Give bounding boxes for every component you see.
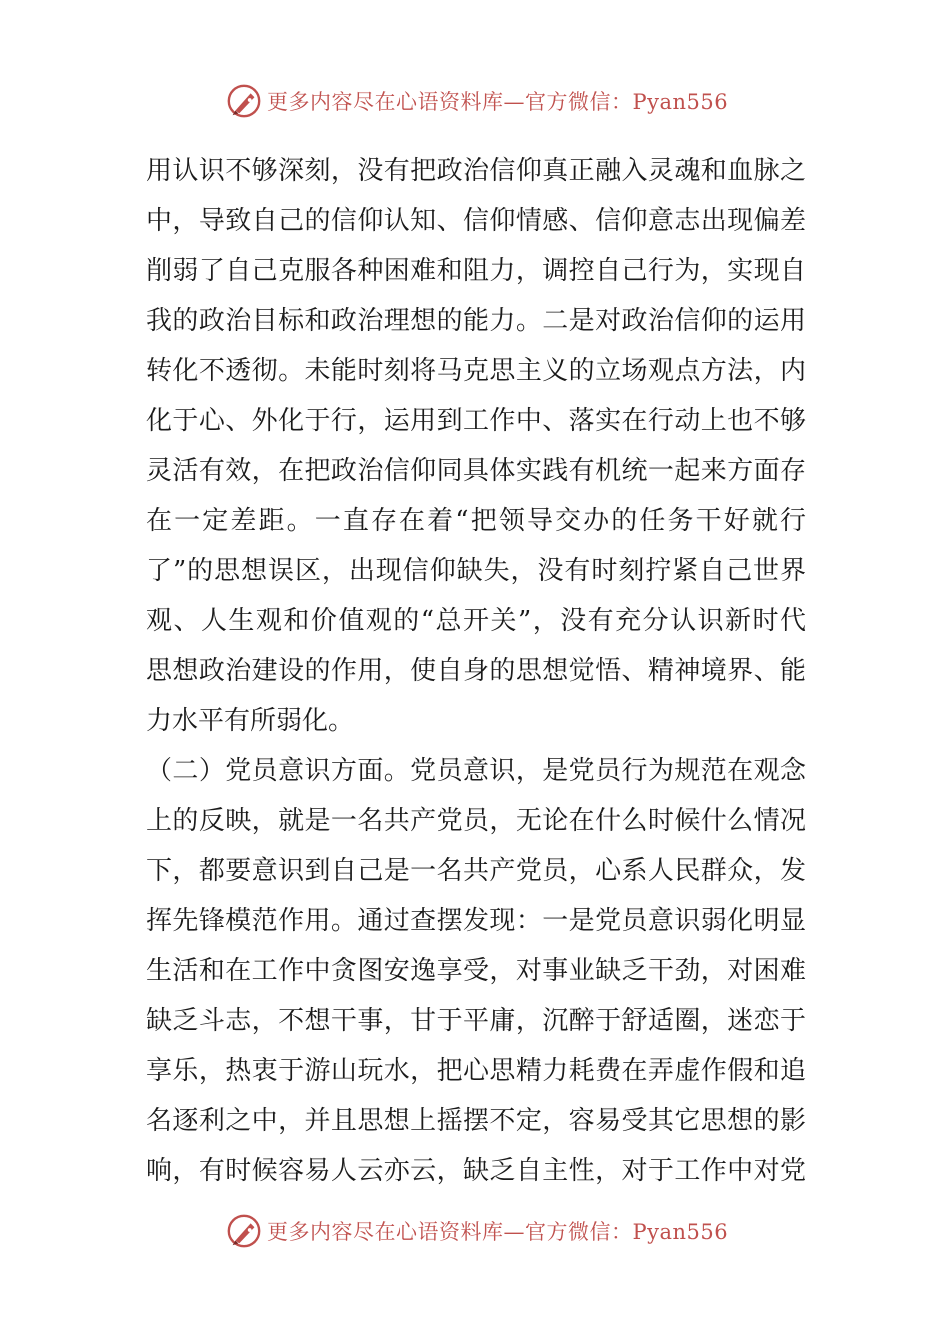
body-line: 缺乏斗志，不想干事，甘于平庸，沉醉于舒适圈，迷恋于 (146, 1006, 806, 1036)
body-line: 削弱了自己克服各种困难和阻力，调控自己行为，实现自 (146, 256, 806, 286)
body-line: 响，有时候容易人云亦云，缺乏自主性，对于工作中对党 (146, 1156, 806, 1186)
pen-nib-circle-icon (225, 1212, 263, 1250)
body-line: 观、人生观和价值观的“总开关”，没有充分认识新时代 (146, 606, 806, 636)
body-line: 转化不透彻。未能时刻将马克思主义的立场观点方法，内 (146, 356, 806, 386)
footer-banner (225, 1208, 745, 1254)
pen-nib-circle-icon (225, 82, 263, 120)
body-line: 化于心、外化于行，运用到工作中、落实在行动上也不够 (146, 406, 806, 436)
body-line: （二）党员意识方面。党员意识，是党员行为规范在观念 (146, 756, 806, 786)
header-banner-text: 更多内容尽在心语资料库—官方微信：Pyan556 (267, 90, 729, 114)
body-line: 挥先锋模范作用。通过查摆发现：一是党员意识弱化明显 (146, 906, 806, 936)
header-banner (225, 78, 745, 124)
body-line: 灵活有效，在把政治信仰同具体实践有机统一起来方面存 (146, 456, 806, 486)
footer-banner-text: 更多内容尽在心语资料库—官方微信：Pyan556 (267, 1220, 729, 1244)
body-line: 名逐利之中，并且思想上摇摆不定，容易受其它思想的影 (146, 1106, 806, 1136)
body-line: 生活和在工作中贪图安逸享受，对事业缺乏干劲，对困难 (146, 956, 806, 986)
body-line: 我的政治目标和政治理想的能力。二是对政治信仰的运用 (146, 306, 806, 336)
body-line: 享乐，热衷于游山玩水，把心思精力耗费在弄虚作假和追 (146, 1056, 806, 1086)
body-line: 力水平有所弱化。 (146, 706, 355, 736)
body-line: 了”的思想误区，出现信仰缺失，没有时刻拧紧自己世界 (146, 556, 806, 586)
body-text (146, 146, 806, 1196)
body-line: 上的反映，就是一名共产党员，无论在什么时候什么情况 (146, 806, 806, 836)
body-line: 下，都要意识到自己是一名共产党员，心系人民群众，发 (146, 856, 806, 886)
body-line: 思想政治建设的作用，使自身的思想觉悟、精神境界、能 (146, 656, 806, 686)
body-line: 在一定差距。一直存在着“把领导交办的任务干好就行 (146, 506, 806, 536)
body-line: 用认识不够深刻，没有把政治信仰真正融入灵魂和血脉之 (146, 156, 806, 186)
body-line: 中，导致自己的信仰认知、信仰情感、信仰意志出现偏差 (146, 206, 806, 236)
